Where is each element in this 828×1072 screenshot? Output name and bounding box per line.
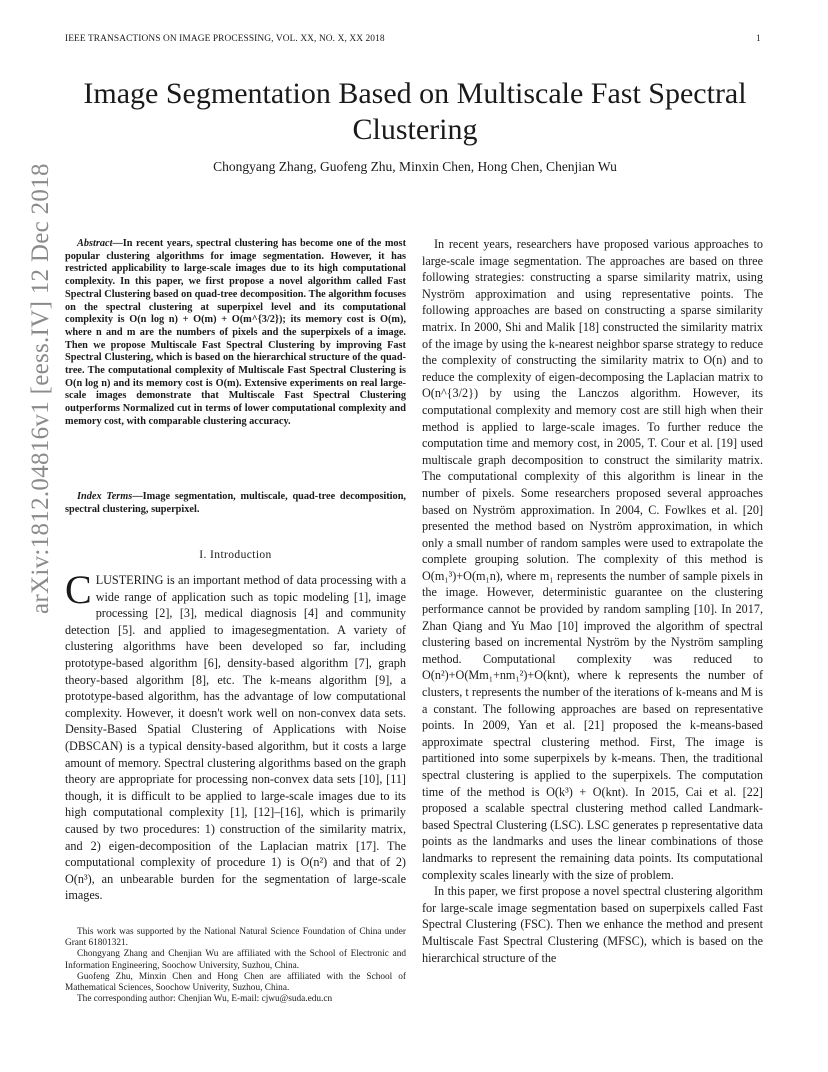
- introduction-body: [65, 567, 406, 904]
- footnote-affiliation-2: Guofeng Zhu, Minxin Chen and Hong Chen are affiliated with the School of Mathematical Sciences, Soochow Univerity, Suzhou, China.: [65, 971, 406, 994]
- page-number: 1: [756, 34, 761, 44]
- footnote-funding: This work was supported by the National Natural Science Foundation of China under Grant 61801321.: [65, 927, 406, 949]
- running-head: IEEE TRANSACTIONS ON IMAGE PROCESSING, VOL. XX, NO. X, XX 2018: [65, 34, 385, 44]
- arxiv-stamp: arXiv:1812.04816v1 [eess.IV] 12 Dec 2018: [27, 163, 54, 614]
- author-list: Chongyang Zhang, Guofeng Zhu, Minxin Chen, Hong Chen, Chenjian Wu: [213, 159, 617, 174]
- introduction-text: LUSTERING is an important method of data processing with a wide range of application such as topic modeling [1], image processing [2], [3], medical diagnosis [4] and community detection [5]. and applied to imagesegmentation. A variety of clustering algorithms have been developed so far, including prototype-based algorithm [6], density-based algorithm [7], graph theory-based algorithm [8], etc. The k-means algorithm [9], a prototype-based algorithm, has the advantage of low computational complexity. However, it doesn't work well on non-convex data sets. Density-Based Spatial Clustering of Applications with Noise (DBSCAN) is a typical density-based algorithm, but it costs a large amount of memory. Spectral clustering algorithms based on the graph theory are appropriate for processing non-convex data sets [10], [11] though, it is difficult to be applied to large-scale images due to its high computational complexity [1], [12]–[16], which is primarily caused by two procedures: 1) construction of the similarity matrix, and 2) eigen-decomposition of the Laplacian matrix [17]. The computational complexity of procedure 1) is O(n²) and that of 2) O(n³), an unbearable burden for the segmentation of large-scale images.: [65, 573, 406, 903]
- section-heading: I. Introduction: [199, 549, 272, 561]
- abstract-text: —In recent years, spectral clustering has become one of the most popular clustering algorithms for image segmentation. However, it has restricted applicability to large-scale images due to its high computational complexity. In this paper, we first propose a novel algorithm called Fast Spectral Clustering based on quad-tree decomposition. The algorithm focuses on the spectral clustering at superpixel level and its computational complexity is O(n log n) + O(m) + O(m^{3/2}); its memory cost is O(m), where n and m are the numbers of pixels and the superpixels of a image. Then we propose Multiscale Fast Spectral Clustering by improving Fast Spectral Clustering, which is based on the hierarchical structure of the quad-tree. The computational complexity of Multiscale Fast Spectral Clustering is O(n log n) and its memory cost is O(m). Extensive experiments on real large-scale images demonstrate that Multiscale Fast Spectral Clustering outperforms Normalized cut in terms of lower computational complexity and memory cost, with comparable clustering accuracy.: [65, 238, 406, 427]
- right-column-body: [422, 236, 763, 966]
- abstract: [65, 238, 406, 429]
- footnote-affiliation-1: Chongyang Zhang and Chenjian Wu are affiliated with the School of Electronic and Information Engineering, Soochow University, Suzhou, China.: [65, 949, 406, 971]
- footnotes: [65, 927, 406, 1005]
- paragraph: In recent years, researchers have proposed various approaches to large-scale image segmentation. The approaches are based on three following strategies: constructing a sparse similarity matrix, using Nyström approximation and using representative points. The following approaches are based on constructing a sparse similarity matrix. In 2000, Shi and Malik [18] constructed the similarity matrix of the image by using the k-nearest neighbor sparse strategy to reduce the complexity of constructing the similarity matrix to O(n) and to reduce the complexity of eigen-decomposing the Laplacian matrix to O(n^{3/2}) by using the Lanczos algorithm. However, its computational complexity and memory cost are still high when their method is applied to large-scale images. To further reduce the computation time and memory cost, in 2005, T. Cour et al. [19] used multiscale graph decomposition to construct the similarity matrix. The computational complexity of this algorithm is linear in the number of pixels. Some researchers proposed several approaches based on Nyström approximation. In 2004, C. Fowlkes et al. [20] presented the method based on Nyström approximation, in which only a small number of random samples were used to extrapolate the complete grouping solution. The complexity of this method is O(m₁³)+O(m₁n), where m₁ represents the number of sample pixels in the image. However, deterministic guarantee on the clustering performance cannot be provided by random sampling [10]. In 2017, Zhan Qiang and Yu Mao [10] improved the algorithm of spectral clustering based on incremental Nyström by the Nyström sampling method. Computational complexity was reduced to O(n²)+O(Mm₁+nm₁²)+O(knt), where k represents the number of clusters, t represents the number of the iterations of k-means and M is a constant. The following approaches are based on representative points. In 2009, Yan et al. [21] proposed the k-means-based approximate spectral clustering method. First, The image is partitioned into some superpixels by k-means. Then, the traditional spectral clustering is applied to the superpixels. The computation time of the method is O(k³) + O(knt). In 2015, Cai et al. [22] proposed a scalable spectral clustering method called Landmark-based Spectral Clustering (LSC). LSC generates p representative data points as the landmarks and uses the linear combinations of those landmarks to represent the remaining data points. Its computational complexity scales linearly with the size of problem.: [422, 237, 763, 882]
- index-terms-lead: Index Terms: [77, 491, 133, 502]
- paper-title: Image Segmentation Based on Multiscale Fast Spectral Clustering: [83, 77, 747, 146]
- drop-cap: C: [65, 567, 92, 612]
- paragraph: In this paper, we first propose a novel spectral clustering algorithm for large-scale image segmentation based on superpixels called Fast Spectral Clustering (FSC). Then we enhance the method and present Multiscale Fast Spectral Clustering (MFSC), which is based on the hierarchical structure of the: [422, 884, 763, 965]
- index-terms-text: —Image segmentation, multiscale, quad-tree decomposition, spectral clustering, superpixel.: [65, 491, 406, 515]
- footnote-corresponding-author: The corresponding author: Chenjian Wu, E-mail: cjwu@suda.edu.cn: [77, 994, 333, 1005]
- abstract-lead: Abstract: [77, 238, 113, 249]
- index-terms: [65, 491, 406, 516]
